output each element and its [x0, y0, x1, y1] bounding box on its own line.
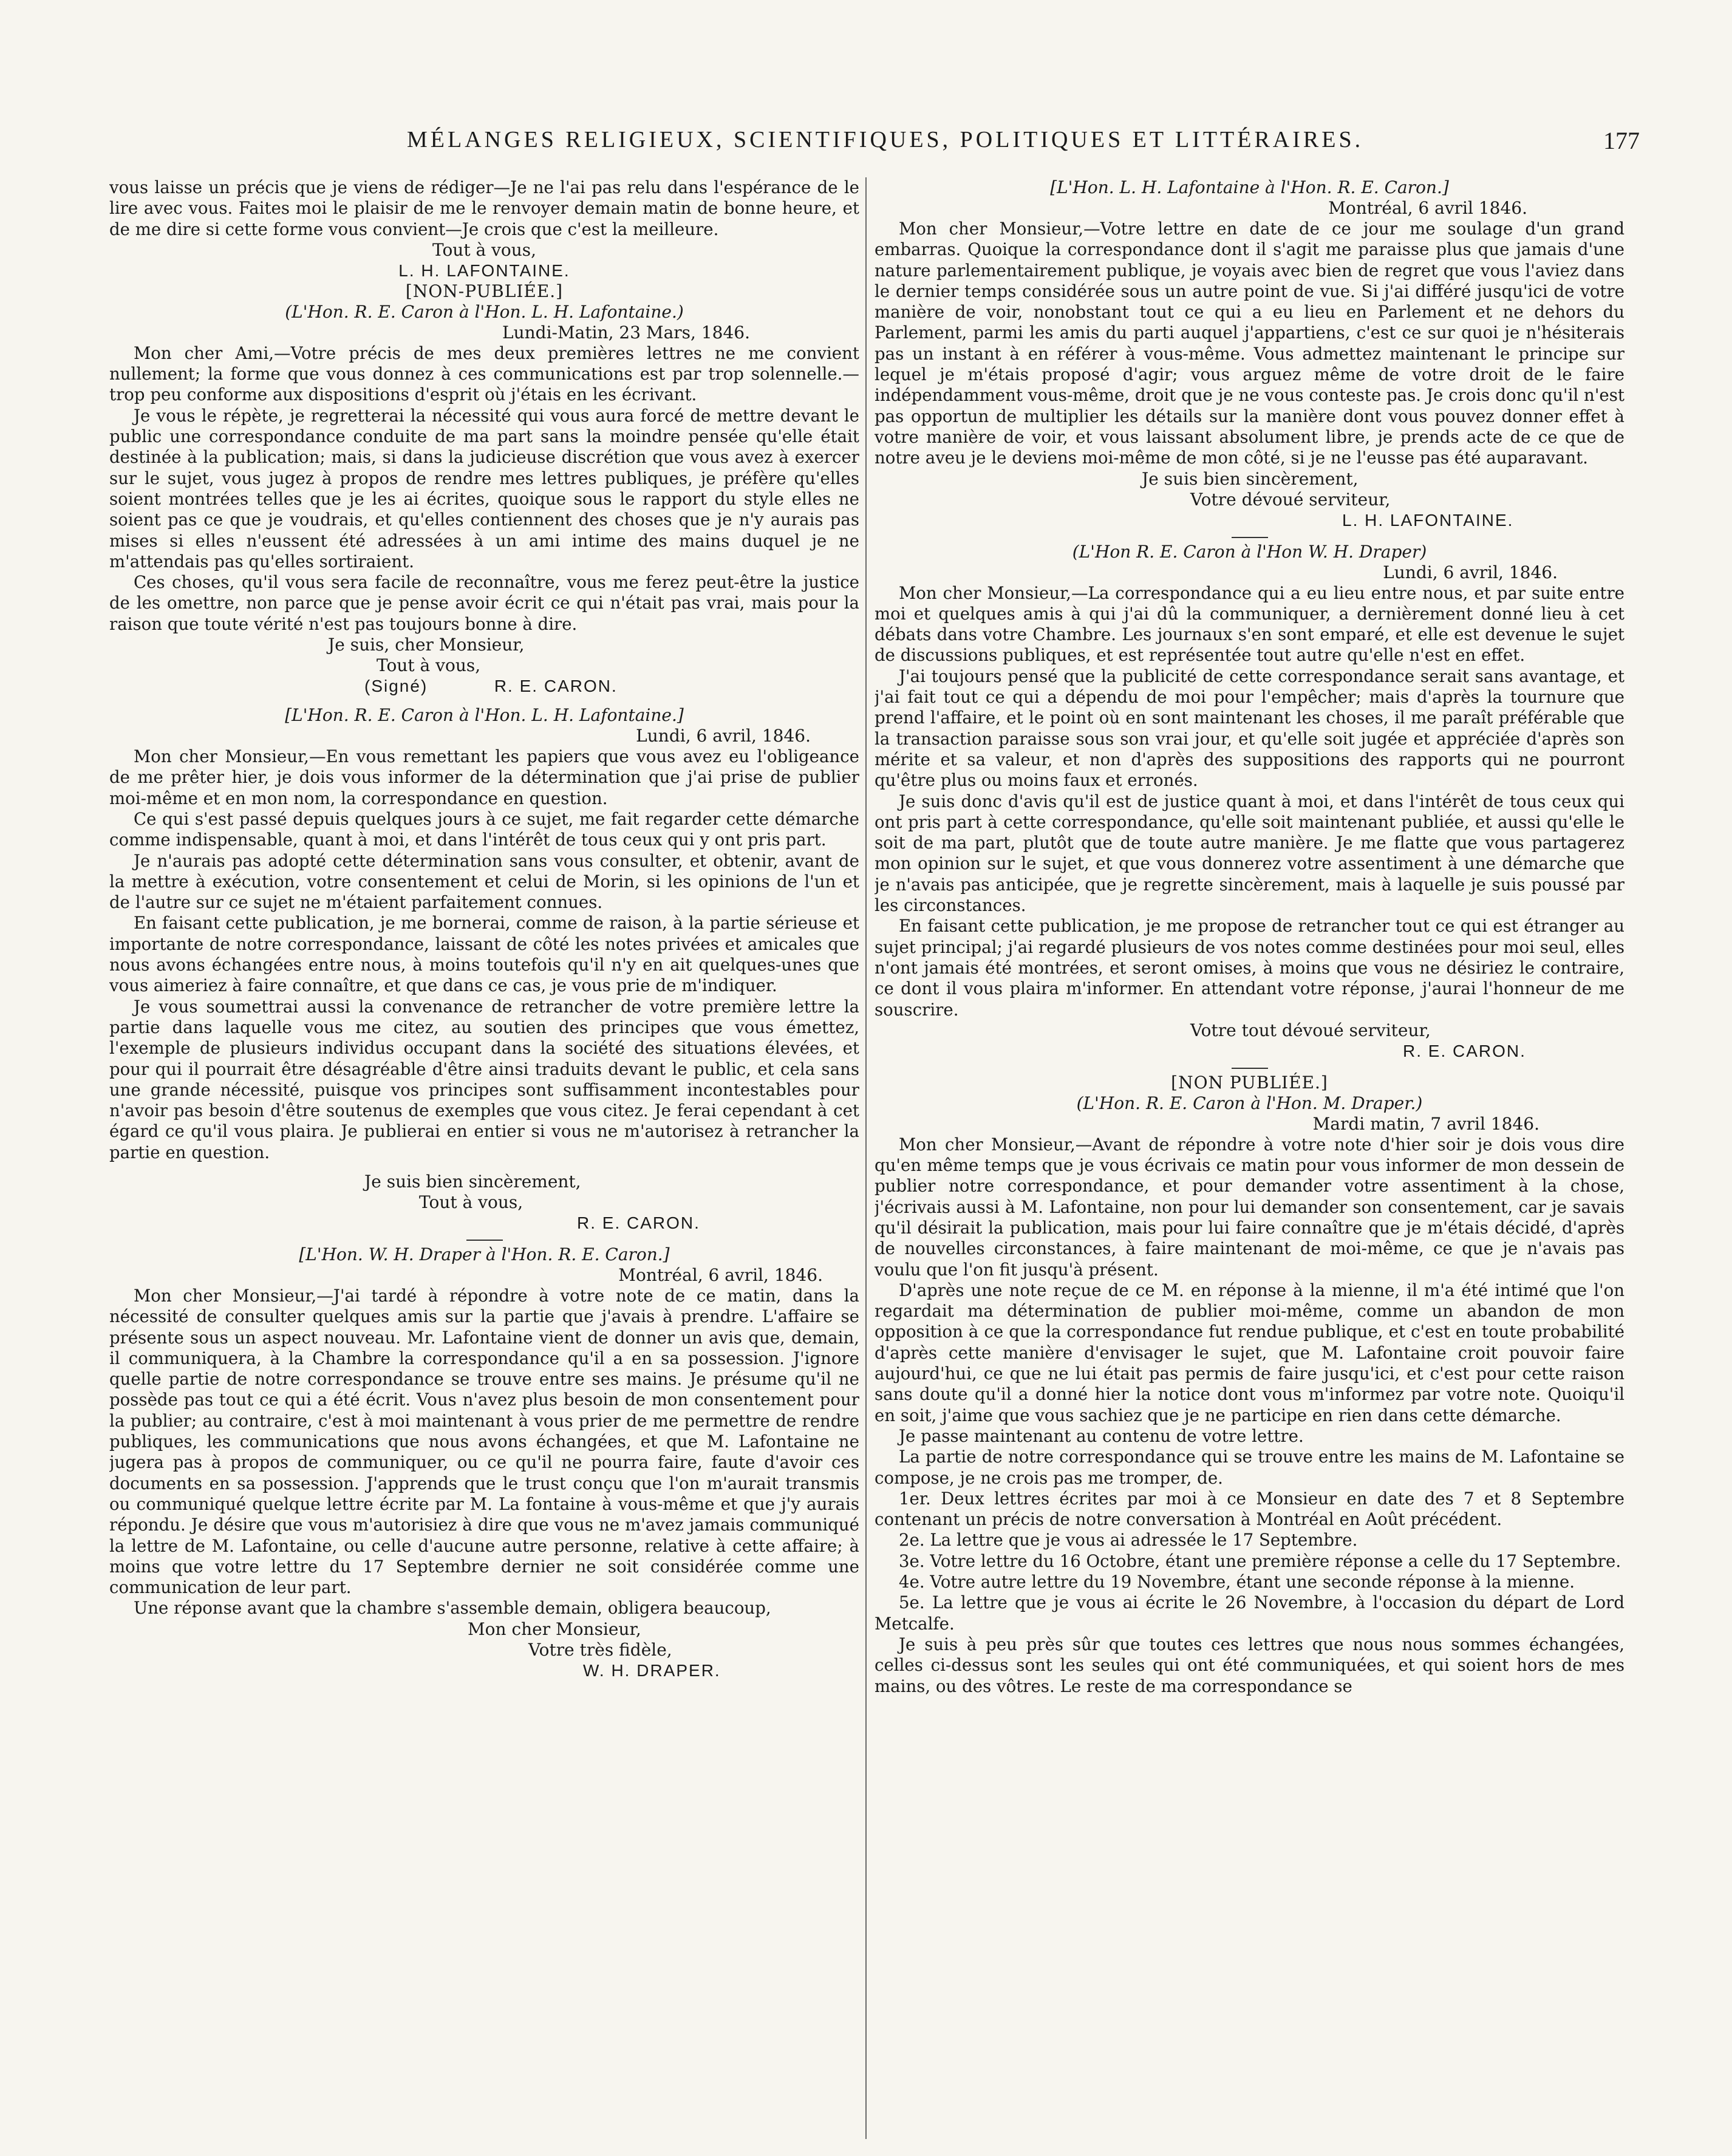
list-item: 3e. Votre lettre du 16 Octobre, étant une première réponse a celle du 17 Septembre.: [899, 1550, 1621, 1571]
page-number: 177: [1603, 127, 1640, 154]
signature: R. E. CARON.: [577, 1213, 700, 1232]
letter-date: Lundi, 6 avril, 1846.: [1383, 562, 1558, 582]
paragraph: J'ai toujours pensé que la publicité de cette correspondance serait sans avantage, et j'ai fait tout ce qui a dépendu de moi pour l'empêcher; mais d'après la tournure que prend l'affaire, et le point où en sont maintenant les choses, il me paraît préférable que la transaction paraisse sous son vrai jour, et qu'elle soit jugée et appréciée d'après son mérite et sa valeur, et non d'après des suppositions des rapports qui ne pourront qu'être plus ou moins faux et erronés.: [875, 666, 1625, 791]
list-item: 2e. La lettre que je vous ai adressée le 17 Septembre.: [899, 1530, 1358, 1550]
column-rule: [865, 177, 867, 2139]
paragraph: Ces choses, qu'il vous sera facile de reconnaître, vous me ferez peut-être la justice de les omettre, non parce que je pense avoir écrit ce qui n'était pas vrai, mais pour la raison que toute vérité n'est pas toujours bonne à dire.: [109, 572, 859, 634]
closing: Je suis, cher Monsieur,: [328, 635, 525, 655]
closing: Votre très fidèle,: [528, 1639, 672, 1660]
paragraph: Mon cher Monsieur,—J'ai tardé à répondre à votre note de ce matin, dans la nécessité de consulter quelques amis sur la partie que j'avais à prendre. L'affaire se présente sous un aspect nouveau. Mr. Lafontaine vient de donner un avis que, demain, il communiquera, à la Chambre la correspondance qu'il a en sa possession. J'ignore quelle partie de notre correspondance se trouve entre ses mains. Je présume qu'il ne possède pas tout ce qui a été écrit. Vous n'avez plus besoin de mon consentement pour la publier; au contraire, c'est à moi maintenant à vous prier de me permettre de rendre publiques, les communications que nous avons échangées, et que M. Lafontaine ne jugera pas à propos de communiquer, ou ce qu'il ne pourra faire, faute d'avoir ces documents en sa possession. J'apprends que le trust conçu que l'on m'aurait transmis ou communiqué quelque lettre écrite par M. La fontaine à vous-même et que j'y aurais répondu. Je désire que vous m'autorisiez à dire que vous ne m'avez jamais communiqué la lettre de M. Lafontaine, ou celle d'aucune autre personne, relative à cette affaire; à moins que votre lettre du 17 Septembre dernier ne soit considérée comme une communication de leur part.: [109, 1285, 859, 1598]
divider: [466, 1240, 503, 1241]
paragraph: Je vous le répète, je regretterai la nécessité qui vous aura forcé de mettre devant le public une correspondance conduite de ma part sans la moindre pensée qu'elle était destinée à la publication; mais, si dans la judicieuse discrétion que vous avez à exercer sur le sujet, vous jugez à propos de rendre mes lettres publiques, je préfère qu'elles soient montrées telles que je les ai écrites, quoique sous le rapport du style elles ne soient pas ce que je voudrais, et qu'elles contiennent des choses que je n'y aurais pas mises si elles n'eussent été adressées à un ami intime des mains duquel je ne m'attendais pas qu'elles sortiraient.: [109, 405, 859, 571]
letter-heading: (L'Hon R. E. Caron à l'Hon W. H. Draper): [1072, 541, 1427, 562]
divider: [1232, 537, 1268, 538]
paragraph: Je suis donc d'avis qu'il est de justice quant à moi, et dans l'intérêt de tous ceux qui ont pris part à cette correspondance, qu'elle soit maintenant publiée, et aussi qu'elle le soit de ma part, plutôt que de toute autre manière. Je me flatte que vous partagerez mon opinion sur le sujet, et que vous donnerez votre assentiment à une démarche que je n'avais pas anticipée, que je regrette sincèrement, mais à laquelle je suis poussé par les circonstances.: [875, 791, 1625, 916]
closing: Tout à vous,: [377, 655, 481, 676]
paragraph: La partie de notre correspondance qui se trouve entre les mains de M. Lafontaine se compose, je ne crois pas me tromper, de.: [875, 1447, 1625, 1488]
letter-heading: [L'Hon. W. H. Draper à l'Hon. R. E. Caron.]: [299, 1244, 670, 1264]
paragraph: Mon cher Ami,—Votre précis de mes deux premières lettres ne me convient nullement; la forme que vous donnez à ces communications est par trop solennelle.—trop peu conforme aux dispositions d'esprit où j'étais en les écrivant.: [109, 343, 859, 405]
letter-note: [NON-PUBLIÉE.]: [405, 281, 564, 301]
letter-heading: (L'Hon. R. E. Caron à l'Hon. M. Draper.): [1076, 1093, 1423, 1113]
paragraph: Mon cher Monsieur,—Votre lettre en date de ce jour me soulage d'un grand embarras. Quoique la correspondance dont il s'agit me paraisse plus que jamais d'une nature parlementairement publique, je voyais avec bien de regret que vous l'aviez dans le dernier temps considérée sous un autre point de vue. Si j'ai différé jusqu'ici de votre manière de voir, nonobstant tout ce qui a eu lieu en Parlement et ne dehors du Parlement, parmi les amis du parti auquel j'appartiens, c'est ce sur quoi je n'hésiterais pas un instant à en référer à vous-même. Vous admettez maintenant le principe sur lequel je m'étais proposé d'agir; vous arguez même de votre droit de le faire indépendamment vous-même, droit que je ne vous conteste pas. Je crois donc qu'il n'est pas opportun de multiplier les détails sur la manière dont vous pouvez donner effet à votre manière de voir, et vous laissant absolument libre, je prends acte de ce que de notre aveu je le deviens moi-même de mon côté, si je ne l'eusse pas été auparavant.: [875, 219, 1625, 468]
paragraph: vous laisse un précis que je viens de rédiger—Je ne l'ai pas relu dans l'espérance de le lire avec vous. Faites moi le plaisir de me le renvoyer demain matin de bonne heure, et de me dire si cette forme vous convient—Je crois que c'est la meilleure.: [109, 177, 859, 239]
list-item: 5e. La lettre que je vous ai écrite le 26 Novembre, à l'occasion du départ de Lord Metcalfe.: [875, 1592, 1625, 1634]
letter-date: Mardi matin, 7 avril 1846.: [1312, 1113, 1539, 1134]
list-item: 4e. Votre autre lettre du 19 Novembre, étant une seconde réponse à la mienne.: [899, 1572, 1575, 1592]
signature: L. H. LAFONTAINE.: [398, 261, 570, 280]
list-item: 1er. Deux lettres écrites par moi à ce Monsieur en date des 7 et 8 Septembre contenant un précis de notre conversation à Montréal en Août précédent.: [875, 1488, 1625, 1530]
closing: Tout à vous,: [432, 239, 537, 260]
letter-heading: [L'Hon. R. E. Caron à l'Hon. L. H. Lafontaine.]: [285, 705, 684, 726]
paragraph: D'après une note reçue de ce M. en réponse à la mienne, il m'a été intimé que l'on regardait ma détermination de publier moi-même, comme un abandon de mon opposition à ce que la correspondance fut rendue publique, et c'est en toute probabilité d'après cette manière d'envisager le sujet, que M. Lafontaine croit pouvoir faire aujourd'hui, ce que ne lui était pas permis de faire jusqu'ici, et c'est pour cette raison sans doute qu'il a donné hier la notice dont vous m'informez par votre note. Quoiqu'il en soit, j'aime que vous sachiez que je ne participe en rien dans cette démarche.: [875, 1280, 1625, 1425]
paragraph: Mon cher Monsieur,—Avant de répondre à votre note d'hier soir je dois vous dire qu'en même temps que je vous écrivais ce matin pour vous informer de mon dessein de publier notre correspondance, et pour demander votre assentiment à la chose, j'écrivais aussi à M. Lafontaine, non pour lui demander son consentement, car je savais qu'il désirait la publication, mais pour lui faire connaître que je m'étais décidé, d'après de nouvelles circonstances, à faire maintenant de moi-même, ce que je n'avais pas voulu que l'on fit jusqu'à présent.: [875, 1134, 1625, 1280]
signature: R. E. CARON.: [494, 677, 618, 696]
letter-date: Montréal, 6 avril, 1846.: [618, 1264, 823, 1285]
left-column: [109, 177, 859, 2139]
paragraph: Je suis à peu près sûr que toutes ces lettres que nous nous sommes échangées, celles ci-dessus sont les seules qui ont été communiquées, et qui soient hors de mes mains, ou des vôtres. Le reste de ma correspondance se: [875, 1634, 1625, 1696]
paragraph: Je n'aurais pas adopté cette détermination sans vous consulter, et obtenir, avant de la mettre à exécution, votre consentement et celui de Morin, si les opinions de l'un et de l'autre sur ce sujet ne m'étaient parfaitement connues.: [109, 850, 859, 913]
paragraph: Mon cher Monsieur,—En vous remettant les papiers que vous avez eu l'obligeance de me prêter hier, je dois vous informer de la détermination que j'ai prise de publier moi-même et en mon nom, la correspondance en question.: [109, 746, 859, 808]
closing: Votre dévoué serviteur,: [1190, 489, 1391, 510]
closing: Votre tout dévoué serviteur,: [1190, 1020, 1431, 1040]
divider: [1232, 1068, 1268, 1069]
letter-heading: (L'Hon. R. E. Caron à l'Hon. L. H. Lafontaine.): [285, 301, 684, 322]
signed-label: (Signé): [364, 677, 428, 696]
letter-date: Lundi, 6 avril, 1846.: [636, 726, 811, 746]
paragraph: Ce qui s'est passé depuis quelques jours à ce sujet, me fait regarder cette démarche comme indispensable, quant à moi, et dans l'intérêt de tous ceux qui y ont pris part.: [109, 808, 859, 850]
signature: W. H. DRAPER.: [583, 1660, 721, 1680]
page-header: [340, 126, 1652, 163]
right-column: [875, 177, 1625, 2139]
closing: Mon cher Monsieur,: [468, 1619, 641, 1639]
letter-date: Lundi-Matin, 23 Mars, 1846.: [502, 322, 750, 343]
closing: Je suis bien sincèrement,: [1142, 468, 1359, 489]
paragraph: Je passe maintenant au contenu de votre lettre.: [899, 1425, 1304, 1446]
closing: Tout à vous,: [419, 1192, 523, 1212]
letter-date: Montréal, 6 avril 1846.: [1328, 198, 1527, 218]
paragraph: Une réponse avant que la chambre s'assemble demain, obligera beaucoup,: [134, 1598, 771, 1619]
letter-note: [NON PUBLIÉE.]: [1171, 1072, 1328, 1093]
running-title: MÉLANGES RELIGIEUX, SCIENTIFIQUES, POLITIQUES ET LITTÉRAIRES.: [407, 127, 1364, 152]
signature: L. H. LAFONTAINE.: [1342, 510, 1514, 530]
signature: R. E. CARON.: [1403, 1041, 1526, 1060]
paragraph: Je vous soumettrai aussi la convenance de retrancher de votre première lettre la partie dans laquelle vous me citez, au soutien des principes que vous émettez, l'exemple de plusieurs individus occupant dans la société des situations élevées, et pour qui il pourrait être désagréable d'être ainsi traduits devant le public, et cela sans une grande nécessité, puisque vos principes sont suffisamment incontestables pour n'avoir pas besoin d'être soutenus de exemples que vous citez. Je ferai cependant à cet égard ce qu'il vous plaira. Je publierai en entier si vous ne m'autorisez à retrancher la partie en question.: [109, 996, 859, 1162]
closing: Je suis bien sincèrement,: [364, 1171, 581, 1192]
paragraph: Mon cher Monsieur,—La correspondance qui a eu lieu entre nous, et par suite entre moi et quelques amis à qui j'ai dû la communiquer, a dernièrement donné lieu à cet débats dans votre Chambre. Les journaux s'en sont emparé, et elle est devenue le sujet de discussions publiques, et est représentée tout autre qu'elle n'est en effet.: [875, 582, 1625, 666]
letter-heading: [L'Hon. L. H. Lafontaine à l'Hon. R. E. Caron.]: [1050, 177, 1449, 197]
paragraph: En faisant cette publication, je me propose de retrancher tout ce qui est étranger au sujet principal; j'ai regardé plusieurs de vos notes comme destinées pour moi seul, elles n'ont jamais été montrées, et seront omises, à moins que vous ne désiriez le contraire, ce dont il vous plaira m'informer. En attendant votre réponse, j'aurai l'honneur de me souscrire.: [875, 916, 1625, 1020]
paragraph: En faisant cette publication, je me bornerai, comme de raison, à la partie sérieuse et importante de notre correspondance, laissant de côté les notes privées et amicales que nous avons échangées entre nous, à moins toutefois qu'il n'y en ait quelques-unes que vous aimeriez à faire connaître, et que dans ce cas, je vous prie de m'indiquer.: [109, 913, 859, 996]
